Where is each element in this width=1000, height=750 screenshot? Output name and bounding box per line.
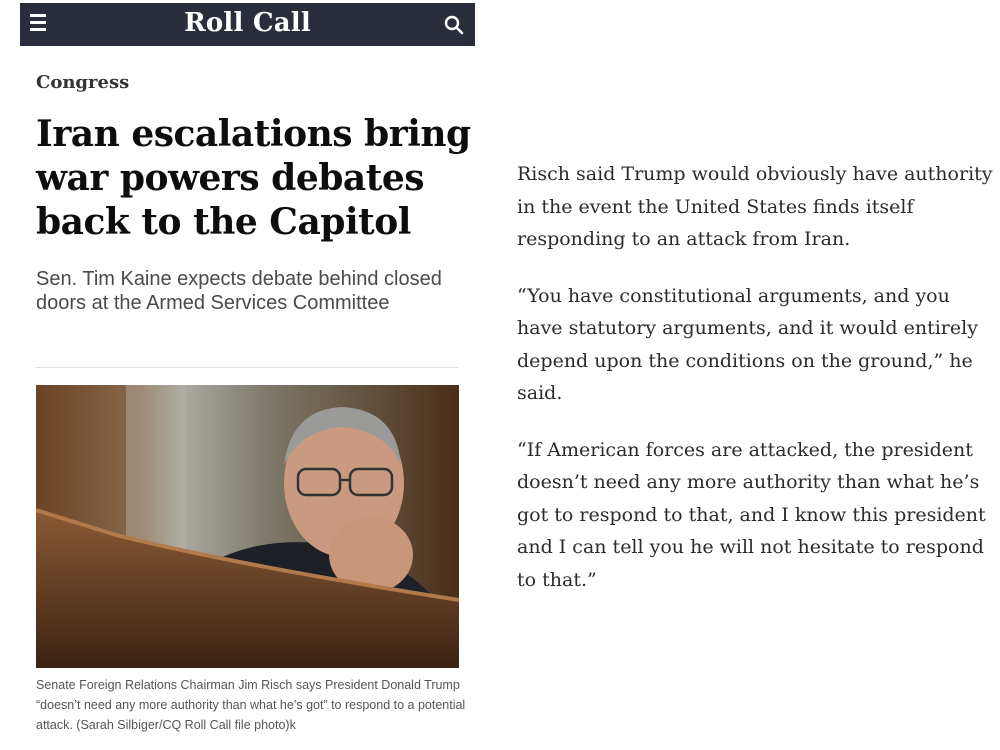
- article-body: [517, 158, 997, 620]
- body-paragraph: “You have constitutional arguments, and you have statutory arguments, and it would entirely depend upon the conditions on the ground,” he said.: [517, 284, 978, 404]
- body-paragraph: “If American forces are attacked, the president doesn’t need any more authority than what he’s got to respond to that, and I know this president and I can tell you he will not hesitate to respond to that.”: [517, 438, 986, 591]
- body-paragraph: Risch said Trump would obviously have authority in the event the United States finds itself responding to an attack from Iran.: [517, 163, 993, 250]
- divider: [36, 367, 458, 368]
- article-headline: Iran escalations bring war powers debates back to the Capitol: [36, 113, 471, 243]
- article-photo: [36, 385, 459, 668]
- section-label[interactable]: Congress: [36, 72, 130, 93]
- site-header: [20, 3, 475, 46]
- article-screenshot: [20, 0, 475, 750]
- photo-caption: Senate Foreign Relations Chairman Jim Risch says President Donald Trump “doesn’t need any more authority than what he’s got” to respond to a potential attack. (Sarah Silbiger/CQ Roll Call file photo)k: [36, 678, 466, 732]
- site-logo[interactable]: Roll Call: [184, 8, 311, 38]
- search-icon[interactable]: [443, 14, 465, 36]
- article-subheadline: Sen. Tim Kaine expects debate behind closed doors at the Armed Services Committee: [36, 268, 442, 314]
